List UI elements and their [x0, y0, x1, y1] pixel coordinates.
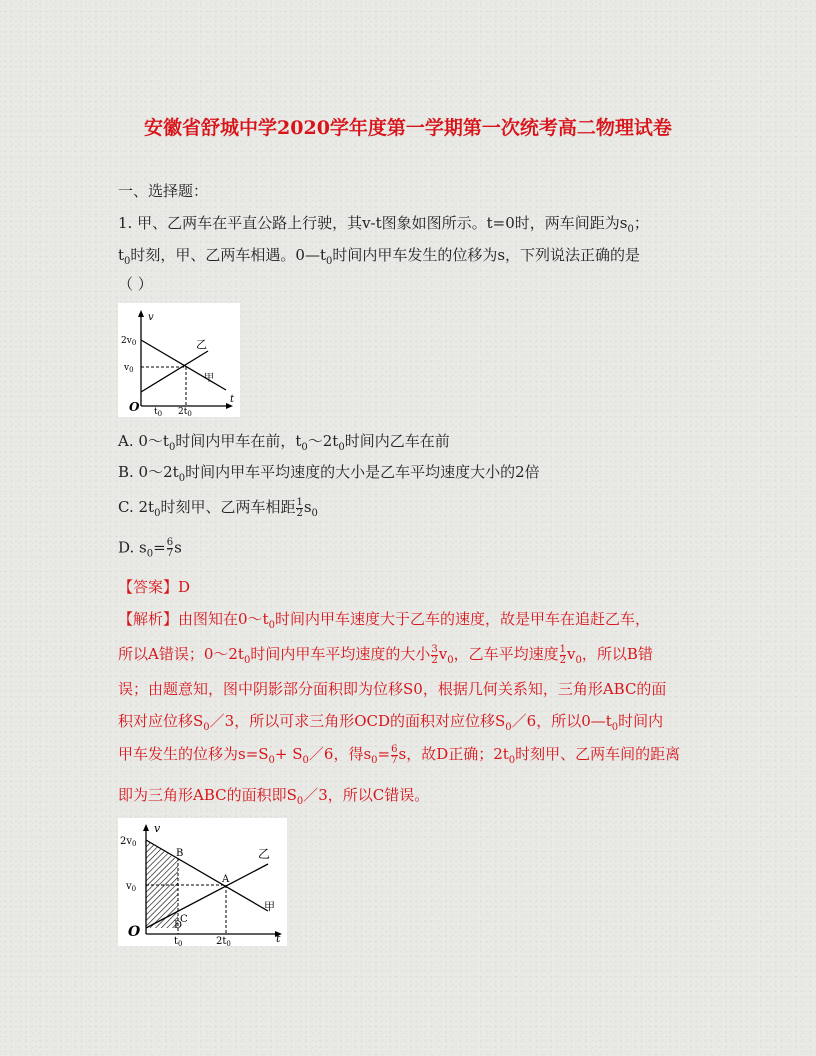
answer: 【答案】D: [118, 578, 191, 596]
svg-text:v0: $v_0$: [126, 881, 137, 893]
svg-text:C: C: [180, 914, 188, 925]
svg-text:v: v: [154, 822, 161, 835]
option-a: A. $0\sim t_0$时间内甲车在前，$t_0\sim 2t_0$时间内乙车在前: [118, 432, 450, 453]
analysis-line-6: 即为三角形ABC的面积即$S_0/3$，所以C错误。: [118, 786, 430, 807]
svg-text:O: O: [128, 924, 141, 940]
analysis-line-3: 误；由题意知，图中阴影部分面积即为位移S0，根据几何关系知，三角形ABC的面: [118, 680, 667, 698]
svg-text:t0: $t_0$: [154, 407, 163, 417]
vt-graph-2: [118, 818, 287, 946]
option-b: B. $0\sim 2t_0$时间内甲车平均速度的大小是乙车平均速度大小的2倍: [118, 463, 540, 484]
svg-text:甲: 甲: [264, 900, 275, 913]
svg-text:O: O: [129, 400, 140, 414]
svg-text:v: v: [148, 312, 154, 323]
svg-text:t: t: [230, 394, 235, 405]
svg-text:乙: 乙: [196, 338, 207, 351]
svg-text:D: D: [174, 920, 183, 931]
page-title: 安徽省舒城中学2020学年度第一学期第一次统考高二物理试卷: [144, 117, 672, 139]
shaded-area: [146, 840, 178, 928]
svg-text:2v0: $2v_0$: [120, 836, 137, 848]
question-line-3: （ ）: [118, 275, 153, 293]
option-c: C. $2t_0$时刻甲、乙两车相距 $\frac{1}{2}$ $s_0$: [118, 496, 318, 519]
question-line-1: 1. 甲、乙两车在平直公路上行驶，其v-t图象如图所示。t=0时，两车间距为$s_0$；: [118, 214, 649, 235]
svg-text:t0: $t_0$: [174, 936, 183, 946]
vt-graph-1: [118, 303, 240, 417]
svg-text:v0: $v_0$: [124, 363, 134, 374]
section-heading: 一、选择题：: [118, 182, 209, 200]
analysis-line-1: 【解析】由图知在$0\sim t_0$时间内甲车速度大于乙车的速度，故是甲车在追赶乙车，: [118, 610, 650, 631]
svg-text:2t0: $2t_0$: [216, 936, 231, 946]
line-yi: [141, 351, 208, 392]
svg-text:B: B: [176, 848, 184, 859]
svg-text:t: t: [276, 932, 281, 945]
svg-text:甲: 甲: [204, 373, 214, 384]
svg-text:2t0: $2t_0$: [178, 407, 192, 417]
analysis-line-4: 积对应位移$S_0/3$，所以可求三角形OCD的面积对应位移$S_0/6$，所以$0—t_0$时间内: [118, 712, 664, 733]
analysis-line-2: 所以A错误；$0\sim 2t_0$时间内甲车平均速度的大小 $\frac{3}{2}$ $v_0$，乙车平均速度 $\frac{1}{2}$ $v_0$，所以B错: [118, 643, 653, 666]
analysis-line-5: 甲车发生的位移为$s=S_0+$ $S_0/6$，得$s_0=$ $\frac{6}{7}$ s，故D正确；$2t_0$时刻甲、乙两车间的距离: [118, 743, 681, 766]
svg-text:A: A: [222, 874, 230, 885]
question-line-2: $t_0$时刻，甲、乙两车相遇。$0—t_0$时间内甲车发生的位移为s，下列说法正确的是: [118, 246, 641, 267]
option-d: D. $s_0=$ $\frac{6}{7}$ s: [118, 537, 182, 560]
svg-text:2v0: $2v_0$: [121, 336, 137, 347]
svg-text:乙: 乙: [258, 847, 271, 861]
